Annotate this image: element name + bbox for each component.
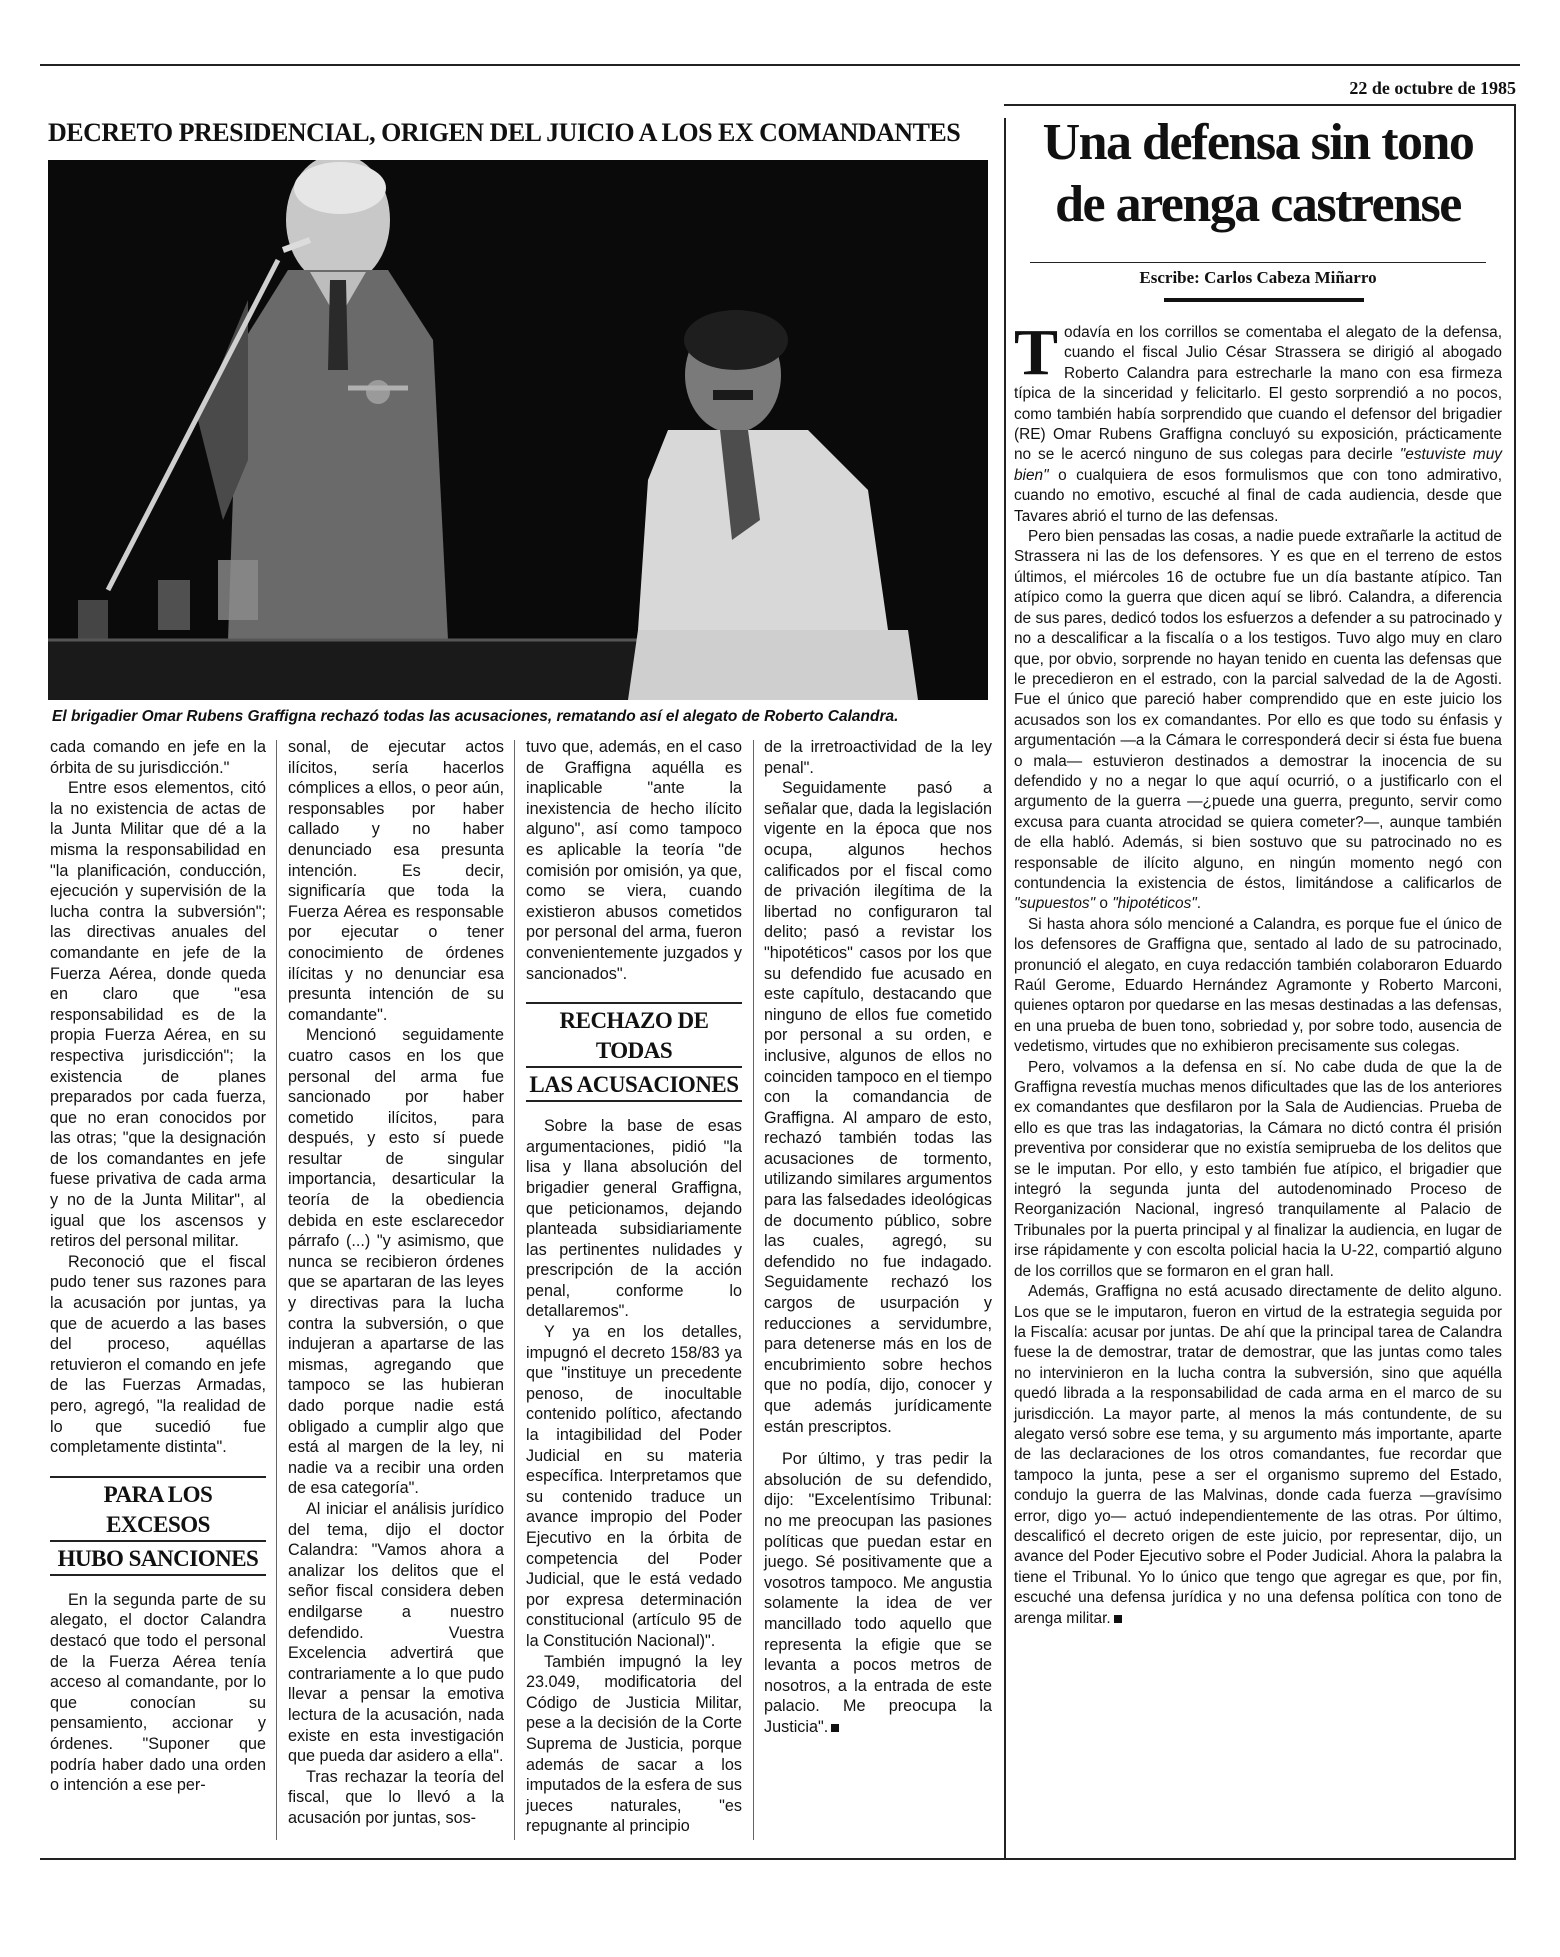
- photo-illustration: [48, 160, 988, 700]
- top-rule: [40, 64, 1520, 66]
- subheading-line: LAS ACUSACIONES: [526, 1066, 742, 1102]
- paragraph: Si hasta ahora sólo mencioné a Calandra, es porque fue el único de los defensores de Graffigna que, sentado al lado de su patrocinado, pronunció el alegato, en cuya redacción también colaboraron Eduardo Raúl Gerome, Eduardo Hernández Agramonte y Roberto Marconi, quienes optaron por quedarse en las mesas destinadas a las defensas, en una prueba de buen tono, sobriedad y, por sobre todo, ausencia de vedetismo, virtudes que no exhibieron precisamente sus colegas.: [1014, 915, 1502, 1056]
- paragraph: Mencionó seguidamente cuatro casos en los que personal del arma fue sancionado por haber cometido ilícitos, para después, y esto sí puede resultar de singular importancia, desarticular la teoría de la obediencia debida en este esclarecedor párrafo (...) "y asimismo, que nunca se recibieron órdenes que se apartaran de las leyes y directivas para la lucha contra la subversión, o que indujeran a apartarse de las mismas, agregando que tampoco se las hubieran dado porque nadie está obligado a cumplir algo que está al margen de la ley, ni nadie va a recibir una orden de esa categoría".: [288, 1026, 504, 1498]
- subheading-line: HUBO SANCIONES: [50, 1540, 266, 1576]
- bottom-rule: [40, 1858, 1516, 1860]
- paragraph-emphasis: "estuviste muy bien": [1014, 446, 1502, 484]
- byline: Escribe: Carlos Cabeza Miñarro: [1139, 268, 1377, 287]
- issue-date: 22 de octubre de 1985: [1349, 78, 1516, 98]
- paragraph: tuvo que, además, en el caso de Graffigna aquélla es inaplicable "ante la inexistencia de hecho ilícito alguno", así como tampoco es aplicable la teoría "de comisión por omisión, ya que, como se viera, cuando existieron abusos cometidos por personal del arma, fueron convenientemente juzgados y sancionados".: [526, 738, 742, 983]
- paragraph-text: .: [1196, 895, 1202, 913]
- paragraph: Pero, volvamos a la defensa en sí. No cabe duda de que la de Graffigna revestía muchas menos dificultades que las de los anteriores ex comandantes que desfilaron por la Sala de Audiencias. Prueba de ello es que tras las indagatorias, la Cámara no dictó contra él prisión preventiva por considerar que no existía semiprueba de los delitos que se le imputan. Por ello, y esto también fue atípico, el brigadier que integró la segunda junta del autodenominado Proceso de Reorganización Nacional, ingresó tranquilamente al Palacio de Tribunales por la puerta principal y al finalizar la audiencia, en lugar de irse rápidamente y con escolta policial hacia la U-22, compartió alguno de los corrillos que se formaron en el gran hall.: [1014, 1058, 1502, 1280]
- paragraph: Tras rechazar la teoría del fiscal, que lo llevó a la acusación por juntas, sos-: [288, 1767, 504, 1827]
- col-divider-3: [753, 740, 754, 1840]
- paragraph: [1014, 527, 1502, 915]
- paragraph: [764, 1449, 992, 1737]
- article-column-2: [288, 737, 504, 1828]
- paragraph-emphasis: "supuestos": [1014, 895, 1096, 913]
- article-column-4: [764, 737, 992, 1738]
- opinion-body: [1014, 316, 1502, 1629]
- opinion-title-line: de arenga castrense: [1055, 176, 1461, 233]
- paragraph: Al iniciar el análisis jurídico del tema, dijo el doctor Calandra: "Vamos ahora a analizar los delitos que el señor fiscal considera deben endilgarse a nuestro defendido. Vuestra Excelencia advertirá que contrariamente a lo que pudo llevar a pensar la emotiva lectura de la acusación, nada existe en esta investigación que pueda dar asidero a ella".: [288, 1499, 504, 1766]
- section-headline: DECRETO PRESIDENCIAL, ORIGEN DEL JUICIO A LOS EX COMANDANTES: [48, 118, 961, 147]
- end-mark-icon: [1114, 1615, 1122, 1623]
- paragraph-emphasis: "hipotéticos": [1112, 895, 1197, 913]
- paragraph-text: o cualquiera de esos formulismos que con tono admirativo, cuando no emotivo, escuché al final de cada audiencia, desde que Tavares abrió el turno de las defensas.: [1014, 466, 1502, 525]
- paragraph: [1014, 316, 1502, 527]
- paragraph-text: Pero bien pensadas las cosas, a nadie puede extrañarle la actitud de Strassera ni las de los defensores. Y es que en el terreno de estos últimos, el miércoles 16 de octubre fue un día bastante atípico. Tan atípico como la guerra que dicen aquí se libró. Calandra, a diferencia de sus pares, dedicó todos los esfuerzos a defender a su patrocinado y no a descalificar a la fiscalía o a los testigos. Tuvo algo muy en claro que, por obvio, sorprende no hayan tenido en cuenta las defensas que le precedieron en el estrado, con la parcial salvedad de la de Agosti. Fue el único que pareció haber comprendido que en este juicio los acusados son los ex comandantes. Por ello es que todo su énfasis y argumentación —a la Cámara le corresponderá decir si ésta fue buena o mala— estuvieron destinados a demostrar la inocencia de su defendido y no a negar lo que aquí ocurrió, o a justificarlo con el argumento de la guerra —¿puede una guerra, pregunto, servir como excusa para cuanta atrocidad se quiera cometer?—, aunque también de ella habló. Además, si bien sostuvo que su patrocinado no es responsable de ilícito alguno, en ningún momento negó con contundencia la existencia de éstos, limitándose a calificarlos de: [1014, 528, 1502, 892]
- paragraph: Seguidamente pasó a señalar que, dada la legislación vigente en la época que nos ocupa, algunos hechos calificados por el fiscal como de privación ilegítima de la libertad no configuraron tal delito; pasó a revistar los "hipotéticos" casos por los que su defendido fue acusado en este capítulo, destacando que ninguno de ellos fue cometido por personal a su orden, e inclusive, algunos de ellos no coinciden tampoco en el tiempo con la comandancia de Graffigna. Al amparo de esto, rechazó también todas las acusaciones de tormento, utilizando similares argumentos para las falsedades ideológicas de documento público, sobre las cuales, agregó, su defendido no fue indagado. Seguidamente rechazó los cargos de usurpación y reducciones a servidumbre, para detenerse más en los de encubrimiento sobre hechos que no podía, dijo, conocer y que además jurídicamente están prescriptos.: [764, 779, 992, 1436]
- photo-caption: El brigadier Omar Rubens Graffigna rechazó todas las acusaciones, rematando así el alegato de Roberto Calandra.: [52, 708, 899, 725]
- end-mark-icon: [831, 1724, 839, 1732]
- paragraph: También impugnó la ley 23.049, modificatoria del Código de Justicia Militar, pese a la decisión de la Corte Suprema de Justicia, porque además de sacar a los imputados de la esfera de sus jueces naturales, "es repugnante al principio: [526, 1652, 742, 1836]
- paragraph: sonal, de ejecutar actos ilícitos, sería hacerlos cómplices a ellos, o peor aún, responsables por haber callado y no haber denunciado esa presunta intención. Es decir, significaría que toda la Fuerza Aérea es responsable por ejecutar o tener conocimiento de órdenes ilícitas y no denunciar esa presunta intención de su comandante".: [288, 738, 504, 1024]
- paragraph: Entre esos elementos, citó la no existencia de actas de la Junta Militar que dé a la misma la responsabilidad en "la planificación, conducción, ejecución y supervisión de la lucha contra la subversión"; las directivas anuales del comandante en jefe de la Fuerza Aérea, donde queda en claro que "esa responsabilidad es de la propia Fuerza Aérea, en su respectiva jurisdicción"; la existencia de planes preparados por cada fuerza, que no eran conocidos por las otras; "que la designación de los comandantes en jefe fuese privativa de cada arma y no de la Junta Militar", al igual que los ascensos y retiros del personal militar.: [50, 779, 266, 1251]
- paragraph-text: Por último, y tras pedir la absolución de su defendido, dijo: "Excelentísimo Tribunal: no me preocupan las pasiones políticas que puedan estar en juego. Sé positivamente que a vosotros tampoco. Me angustia solamente la idea de ver mancillado todo aquello que representa la efigie que se levanta a pocos metros de nosotros, a la entrada de este palacio. Me preocupa la Justicia".: [764, 1450, 992, 1736]
- right-top-rule: [1004, 104, 1516, 106]
- drop-cap: T: [1014, 316, 1059, 389]
- paragraph: [1014, 1282, 1502, 1629]
- paragraph: Sobre la base de esas argumentaciones, pidió "la lisa y llana absolución del brigadier general Graffigna, que peticionamos, dejando planteada subsidiariamente las pertinentes nulidades y prescripción de la acción penal, conforme lo detallaremos".: [526, 1117, 742, 1321]
- paragraph-text: Además, Graffigna no está acusado directamente de delito alguno. Los que se le imputaron, fueron en virtud de la estrategia seguida por la Fiscalía: acusar por juntas. De ahí que la principal tarea de Calandra fuese la de demostrar, tratar de demostrar, que las juntas como tales no intervinieron en la lucha contra la subversión, sino que aquélla quedó librada a la responsabilidad de cada arma en el marco de su jurisdicción. La mayor parte, al menos la más contundente, de su alegato versó sobre ese tema, y su argumento más importante, aparte de las declaraciones de los otros comandantes, fue recordar que tampoco la junta, pese a ser el organismo supremo del Estado, condujo la guerra de las Malvinas, donde cada fuerza —gravísimo error, digo yo— actuó independientemente de las otras. Por último, descalificó el decreto origen de este juicio, por representar, dijo, un avance del Poder Ejecutivo sobre el Poder Judicial. Ahora la palabra la tiene el Tribunal. Yo lo único que tengo que agregar es que, por fin, escuché una defensa jurídica y no una defensa política con tono de arenga militar.: [1014, 1283, 1502, 1627]
- article-column-1: [50, 737, 266, 1796]
- subheading-rechazo: [526, 1002, 742, 1102]
- opinion-title: [1018, 112, 1498, 236]
- paragraph: Reconoció que el fiscal pudo tener sus razones para la acusación por juntas, ya que de acuerdo a las bases del proceso, aquéllas retuvieron el comando en jefe de las Fuerzas Armadas, pero, agregó, "la realidad de lo que sucedió fue completamente distinta".: [50, 1252, 266, 1457]
- title-underline: [1030, 262, 1486, 263]
- subheading-line: PARA LOS EXCESOS: [50, 1476, 266, 1540]
- byline-bar: [1164, 298, 1364, 302]
- paragraph: En la segunda parte de su alegato, el doctor Calandra destacó que todo el personal de la Fuerza Aérea tenía acceso al comandante, por lo que conocían su pensamiento, accionar y órdenes. "Suponer que podría haber dado una orden o intención a ese per-: [50, 1590, 266, 1795]
- divider-main: [1004, 118, 1006, 1858]
- subheading-excesos: [50, 1476, 266, 1576]
- paragraph: Y ya en los detalles, impugnó el decreto 158/83 ya que "instituye un precedente penoso, de inocultable contenido político, afectando la intagibilidad del Poder Judicial en su materia específica. Interpretamos que su contenido traduce un avance impropio del Poder Ejecutivo en la órbita de competencia del Poder Judicial, que le está vedado por expresa determinación constitucional (artículo 95 de la Constitución Nacional)".: [526, 1323, 742, 1650]
- paragraph: de la irretroactividad de la ley penal".: [764, 738, 992, 777]
- col-divider-2: [514, 740, 515, 1840]
- article-column-3: [526, 737, 742, 1837]
- paragraph: cada comando en jefe en la órbita de su jurisdicción.": [50, 738, 266, 777]
- divider-right-edge: [1514, 104, 1516, 1858]
- court-photo: [48, 160, 988, 700]
- paragraph-text: o: [1095, 895, 1113, 913]
- col-divider-1: [276, 740, 277, 1840]
- paragraph-text: odavía en los corrillos se comentaba el alegato de la defensa, cuando el fiscal Julio César Strassera se dirigió al abogado Roberto Calandra para estrecharle la mano con esa firmeza típica de la sinceridad y felicitarlo. El gesto sorprendió a no pocos, como también había sorprendido que cuando el defensor del brigadier (RE) Omar Rubens Graffigna concluyó su exposición, prácticamente no se le acercó ninguno de sus colegas para decirle: [1014, 324, 1502, 464]
- opinion-title-line: Una defensa sin tono: [1042, 114, 1474, 171]
- subheading-line: RECHAZO DE TODAS: [526, 1002, 742, 1066]
